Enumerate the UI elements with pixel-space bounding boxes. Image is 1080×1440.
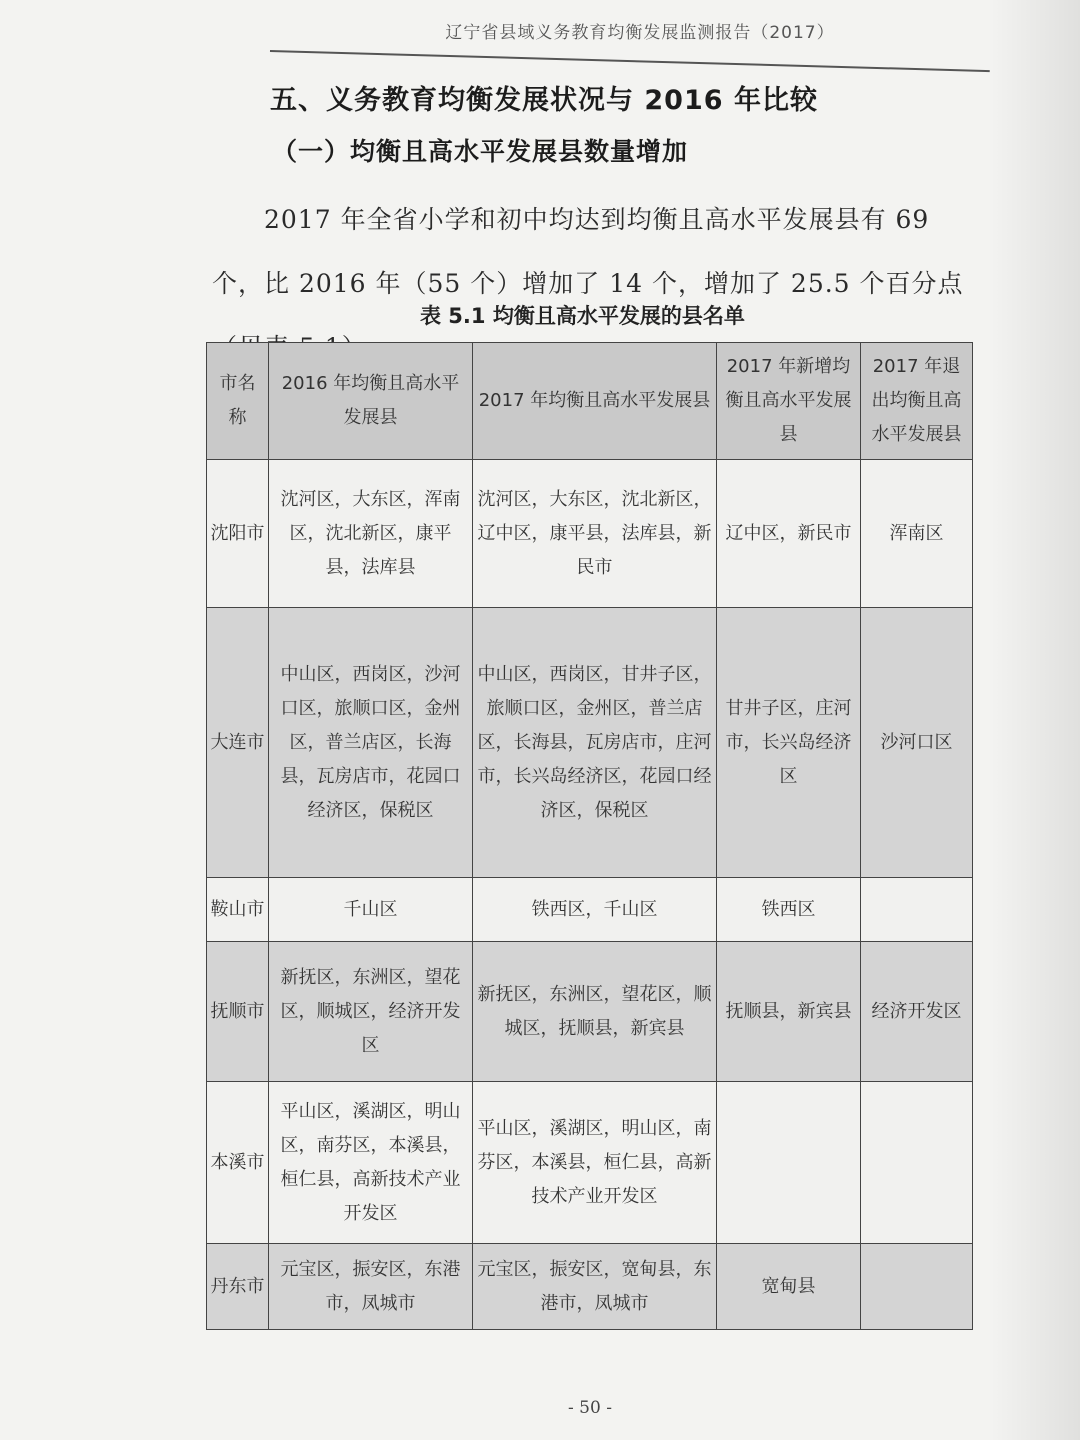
cell-removed [861,878,973,942]
header-2016: 2016 年均衡且高水平发展县 [269,343,473,460]
cell-removed: 经济开发区 [861,942,973,1082]
cell-removed [861,1244,973,1330]
page-edge-shadow [990,0,1080,1440]
cell-2016: 沈河区，大东区，浑南区，沈北新区，康平县，法库县 [269,460,473,608]
cell-2017: 铁西区，千山区 [473,878,717,942]
table-row [207,1082,973,1244]
table-row [207,942,973,1082]
cell-2016: 元宝区，振安区，东港市，凤城市 [269,1244,473,1330]
cell-city: 大连市 [207,608,269,878]
cell-city: 鞍山市 [207,878,269,942]
running-header: 辽宁省县域义务教育均衡发展监测报告（2017） [445,23,835,43]
cell-removed: 沙河口区 [861,608,973,878]
cell-city: 沈阳市 [207,460,269,608]
cell-2016: 新抚区，东洲区，望花区，顺城区，经济开发区 [269,942,473,1082]
section-title: 五、义务教育均衡发展状况与 2016 年比较 [270,85,818,116]
cell-city: 抚顺市 [207,942,269,1082]
header-rule [270,50,990,72]
subsection-title: （一）均衡且高水平发展县数量增加 [272,137,689,166]
cell-2017: 平山区，溪湖区，明山区，南芬区，本溪县，桓仁县，高新技术产业开发区 [473,1082,717,1244]
cell-city: 本溪市 [207,1082,269,1244]
cell-added: 抚顺县，新宾县 [717,942,861,1082]
cell-added: 宽甸县 [717,1244,861,1330]
table-row [207,1244,973,1330]
page-number: - 50 - [568,1398,612,1418]
cell-added: 辽中区，新民市 [717,460,861,608]
cell-2017: 中山区，西岗区，甘井子区，旅顺口区，金州区，普兰店区，长海县，瓦房店市，庄河市，长兴岛经济区，花园口经济区，保税区 [473,608,717,878]
cell-2017: 元宝区，振安区，宽甸县，东港市，凤城市 [473,1244,717,1330]
cell-2016: 千山区 [269,878,473,942]
county-roster-table [206,342,973,1330]
table-row [207,608,973,878]
header-added: 2017 年新增均衡且高水平发展县 [717,343,861,460]
table-header-row [207,343,973,460]
cell-2017: 沈河区，大东区，沈北新区，辽中区，康平县，法库县，新民市 [473,460,717,608]
cell-2016: 平山区，溪湖区，明山区，南芬区，本溪县，桓仁县，高新技术产业开发区 [269,1082,473,1244]
header-removed: 2017 年退出均衡且高水平发展县 [861,343,973,460]
table-caption: 表 5.1 均衡且高水平发展的县名单 [420,304,745,328]
table-row [207,878,973,942]
header-2017: 2017 年均衡且高水平发展县 [473,343,717,460]
header-city: 市名称 [207,343,269,460]
cell-removed: 浑南区 [861,460,973,608]
cell-removed [861,1082,973,1244]
table-row [207,460,973,608]
cell-added [717,1082,861,1244]
cell-city: 丹东市 [207,1244,269,1330]
cell-added: 甘井子区，庄河市，长兴岛经济区 [717,608,861,878]
body-paragraph: 2017 年全省小学和初中均达到均衡且高水平发展县有 69 个，比 2016 年（55 个）增加了 14 个，增加了 25.5 个百分点 [212,205,964,298]
cell-2017: 新抚区，东洲区，望花区，顺城区，抚顺县，新宾县 [473,942,717,1082]
cell-added: 铁西区 [717,878,861,942]
cell-2016: 中山区，西岗区，沙河口区，旅顺口区，金州区，普兰店区，长海县，瓦房店市，花园口经济区，保税区 [269,608,473,878]
